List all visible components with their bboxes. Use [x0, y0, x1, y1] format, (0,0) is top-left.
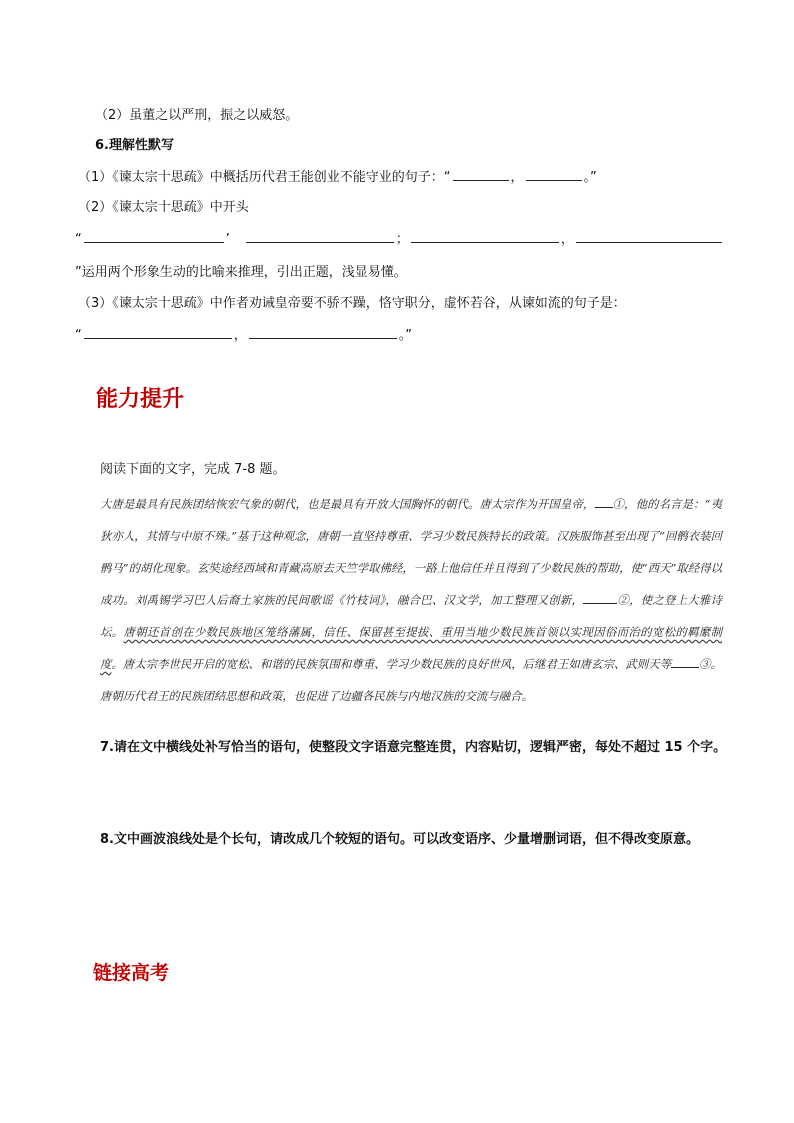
blank-marker-1: ① — [612, 497, 625, 511]
answer-blank — [595, 497, 613, 508]
question-6-1-text: （1）《谏太宗十思疏》中概括历代君王能创业不能守业的句子：“ — [78, 170, 451, 185]
section-heading-exam: 链接高考 — [93, 962, 170, 984]
passage-sentence: 大唐是最具有民族团结恢宏气象的朝代，也是最具有开放大国胸怀的朝代。唐太宗作为开国皇帝， — [100, 497, 595, 511]
question-6-3-blanks — [75, 324, 412, 343]
section-6-title: 6.理解性默写 — [95, 138, 174, 153]
answer-blank — [453, 168, 509, 181]
answer-blank — [411, 230, 559, 243]
open-quote: “ — [75, 232, 82, 247]
closing-quote: 。” — [583, 170, 597, 185]
answer-blank — [576, 230, 722, 243]
answer-blank — [84, 230, 224, 243]
blank-marker-2: ② — [617, 593, 630, 607]
question-6-2-tail: ”运用两个形象生动的比喻来推理，引出正题，浅显易懂。 — [75, 265, 407, 280]
question-6-2-blanks — [75, 228, 724, 247]
question-8: 8.文中画波浪线处是个长句，请改成几个较短的语句。可以改变语序、少量增删词语，但不得改变原意。 — [100, 832, 699, 847]
answer-blank — [583, 593, 617, 604]
passage-sentence: ，他的名言是：“夷狄亦人，其情与中原不殊。”基于这种观念，唐朝一直坚持尊重、学习少数民族特长的政策。汉族服饰甚至出现了“回鹘衣装回鹘马”的胡化现象。玄奘途经西域和青藏高原去天竺学取佛经，一路上他信任并且得到了少数民族的帮助，使“西天”取经得以成功。刘禹锡学习巴人后裔土家族的民间歌谣《竹枝词》，融合巴、汉文学，加工整理又创新， — [100, 497, 722, 607]
answer-blank — [526, 168, 582, 181]
reading-intro: 阅读下面的文字，完成 7-8 题。 — [100, 462, 286, 477]
open-quote: “ — [75, 328, 82, 343]
passage-sentence: 。唐太宗李世民开启的宽松、和谐的民族氛围和尊重、学习少数民族的良好世风，后继君王如唐玄宗、武则天等 — [111, 657, 672, 671]
answer-blank — [249, 326, 397, 339]
passage-sentence: ，使之登上大雅诗坛。 — [100, 593, 722, 639]
answer-blank — [84, 326, 232, 339]
section-heading-improve: 能力提升 — [96, 386, 185, 412]
wavy-underlined-sentence: 唐朝还首创在少数民族地区笼络藩属，信任、保留甚至提拔、重用当地少数民族首领以实现因俗而治的宽松的羁縻制度 — [100, 625, 722, 671]
answer-blank — [246, 230, 394, 243]
question-6-1 — [78, 166, 597, 185]
reading-passage — [100, 488, 722, 712]
question-7: 7.请在文中横线处补写恰当的语句，使整段文字语意完整连贯，内容贴切，逻辑严密，每处不超过 15 个字。 — [100, 740, 727, 755]
passage-sentence: 。唐朝历代君王的民族团结思想和政策，也促进了边疆各民族与内地汉族的交流与融合。 — [100, 657, 722, 703]
separator: ， — [510, 170, 524, 185]
item-2-line: （2）虽董之以严刑，振之以威怒。 — [95, 108, 299, 123]
separator: ； — [395, 232, 409, 247]
question-6-3: （3）《谏太宗十思疏》中作者劝诫皇帝要不骄不躁，恪守职分，虚怀若谷，从谏如流的句子是： — [78, 296, 626, 311]
closing-quote: 。” — [398, 328, 413, 343]
separator: ， — [233, 328, 247, 343]
blank-marker-3: ③ — [699, 657, 711, 671]
question-6-2: （2）《谏太宗十思疏》中开头 — [78, 200, 249, 215]
separator: ， — [560, 232, 574, 247]
separator: ’ — [225, 232, 230, 247]
answer-blank — [671, 657, 699, 668]
